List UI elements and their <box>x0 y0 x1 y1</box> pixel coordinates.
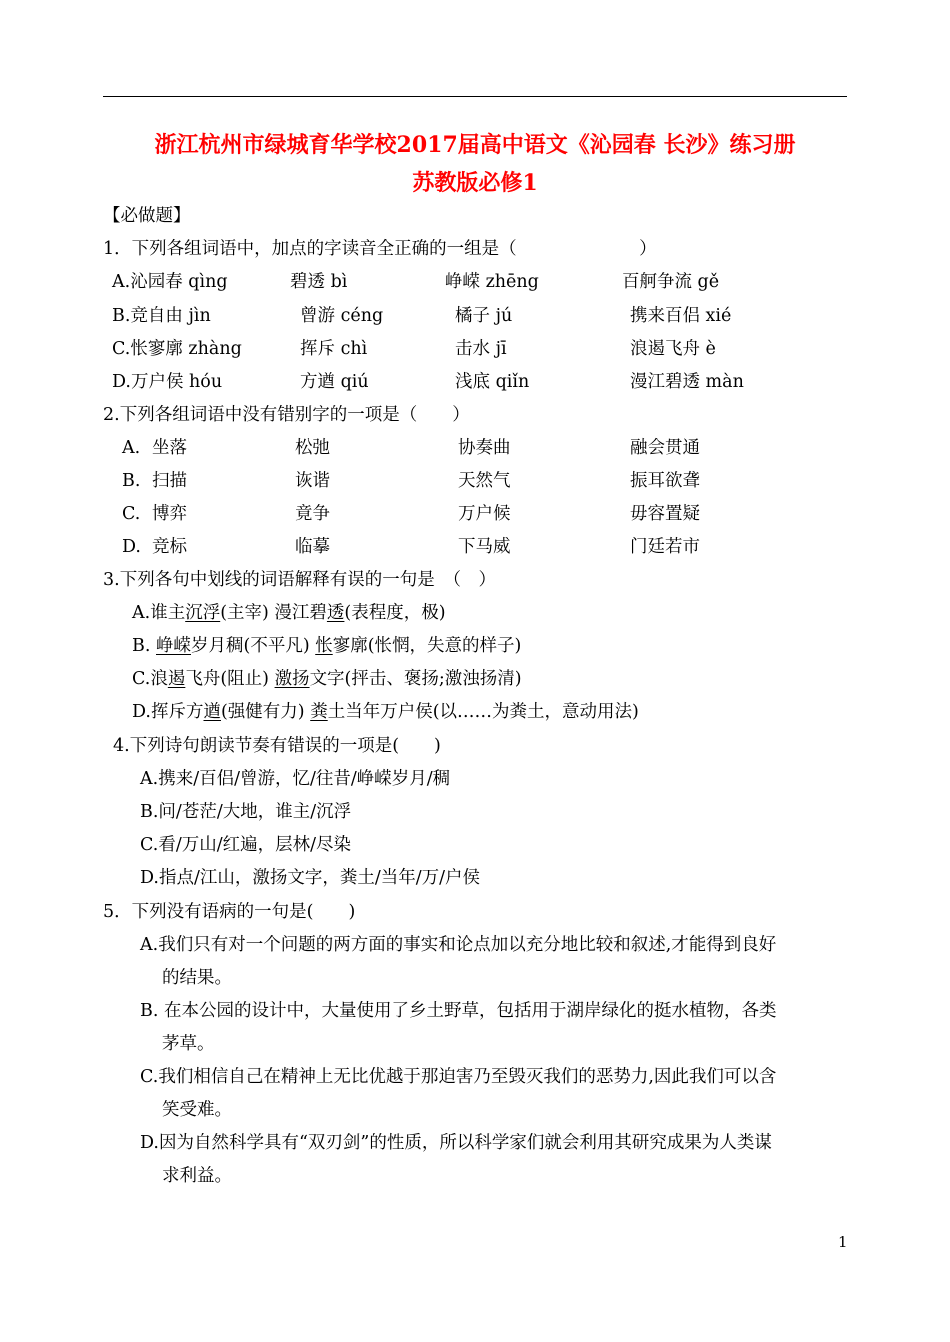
q3-b-underlined1: 峥嵘 <box>156 636 191 656</box>
q2-stem: 2.下列各组词语中没有错别字的一项是（ ） <box>103 405 470 425</box>
q1-b-1: B.竞自由 jìn <box>112 306 211 326</box>
q4-option-b: B.问/苍茫/大地，谁主/沉浮 <box>140 802 352 822</box>
q3-d-text3: 土当年万户侯(以……为粪土，意动用法) <box>327 702 639 722</box>
q3-c-text2: 飞舟(阻止) <box>185 669 275 689</box>
q5-stem: 5．下列没有语病的一句是( ) <box>103 902 356 922</box>
q2-d-4: 门廷若市 <box>630 537 700 557</box>
q1-a-2: 碧透 bì <box>290 272 348 292</box>
q3-a-underlined2: 透 <box>326 603 345 623</box>
q1-a-3: 峥嵘 zhēng <box>445 272 539 292</box>
q5-option-c-line1: C.我们相信自己在精神上无比优越于那迫害乃至毁灭我们的恶势力,因此我们可以含 <box>140 1067 777 1087</box>
q1-c-2: 挥斥 chì <box>300 339 368 359</box>
q1-d-3: 浅底 qiǐn <box>455 372 530 392</box>
q4-option-a: A.携来/百侣/曾游，忆/往昔/峥嵘岁月/稠 <box>140 769 451 789</box>
q1-c-1: C.怅寥廓 zhàng <box>112 339 242 359</box>
q3-d-underlined2: 粪 <box>310 702 328 722</box>
q4-stem: 4.下列诗句朗读节奏有错误的一项是( ) <box>113 736 441 756</box>
q4-option-d: D.指点/江山，激扬文字，粪土/当年/万/户侯 <box>140 868 481 888</box>
q1-c-3: 击水 jī <box>455 339 507 359</box>
q2-d-3: 下马威 <box>458 537 511 557</box>
q1-d-4: 漫江碧透 màn <box>630 372 744 392</box>
q2-a-letter: A. <box>122 438 141 458</box>
q3-a-text1: A.谁主 <box>132 603 186 623</box>
q2-b-3: 天然气 <box>458 471 511 491</box>
q3-option-a <box>132 601 446 625</box>
q3-b-text1: B. <box>132 636 156 656</box>
q1-d-1: D.万户侯 hóu <box>112 372 223 392</box>
q2-b-2: 诙谐 <box>295 471 330 491</box>
q5-option-c-line2: 笑受难。 <box>162 1100 232 1120</box>
q4-option-c: C.看/万山/红遍，层林/尽染 <box>140 835 352 855</box>
q2-a-4: 融会贯通 <box>630 438 700 458</box>
q3-option-d <box>132 700 639 724</box>
q3-b-underlined2: 怅 <box>315 636 333 656</box>
q3-a-underlined1: 沉浮 <box>185 603 221 623</box>
q2-d-2: 临摹 <box>295 537 330 557</box>
q1-a-1: A.沁园春 qìng <box>112 272 228 292</box>
q3-c-underlined2: 激扬 <box>274 669 310 689</box>
q2-c-1: 博弈 <box>152 504 187 524</box>
q3-a-text3: (表程度，极) <box>344 603 446 623</box>
q2-b-1: 扫描 <box>152 471 187 491</box>
q3-c-underlined1: 遏 <box>167 669 186 689</box>
q5-option-a-line2: 的结果。 <box>162 968 232 988</box>
q1-c-4: 浪遏飞舟 è <box>630 339 716 359</box>
q2-b-4: 振耳欲聋 <box>630 471 700 491</box>
page-number: 1 <box>838 1233 848 1251</box>
q1-d-2: 方遒 qiú <box>300 372 369 392</box>
q1-b-2: 曾游 céng <box>300 306 384 326</box>
document-title-line1: 浙江杭州市绿城育华学校2017届高中语文《沁园春 长沙》练习册 <box>154 132 796 158</box>
q3-option-c <box>132 667 522 691</box>
q1-stem: 1．下列各组词语中，加点的字读音全正确的一组是（ ） <box>103 239 657 259</box>
q1-b-3: 橘子 jú <box>455 306 513 326</box>
q1-b-4: 携来百侣 xié <box>630 306 732 326</box>
q2-d-letter: D. <box>122 537 141 557</box>
q3-d-underlined1: 遒 <box>203 702 221 722</box>
section-heading: 【必做题】 <box>103 206 191 226</box>
q1-a-4: 百舸争流 gě <box>622 272 720 292</box>
q3-d-text1: D.挥斥方 <box>132 702 204 722</box>
q3-a-text2: (主宰) 漫江碧 <box>220 603 327 623</box>
q3-b-text2: 岁月稠(不平凡) <box>191 636 316 656</box>
q2-a-2: 松弛 <box>295 438 330 458</box>
q5-option-b-line1: B. 在本公园的设计中，大量使用了乡土野草，包括用于湖岸绿化的挺水植物，各类 <box>140 1001 777 1021</box>
document-title-line2: 苏教版必修1 <box>412 170 538 196</box>
q3-stem: 3.下列各句中划线的词语解释有误的一句是 （ ） <box>103 570 496 590</box>
q2-a-3: 协奏曲 <box>458 438 511 458</box>
q3-option-b <box>132 634 521 658</box>
q5-option-b-line2: 茅草。 <box>162 1034 215 1054</box>
q3-c-text3: 文字(抨击、褒扬;激浊扬清) <box>309 669 522 689</box>
q2-d-1: 竞标 <box>152 537 187 557</box>
q3-b-text3: 寥廓(怅惘，失意的样子) <box>332 636 522 656</box>
header-rule <box>103 96 847 97</box>
q2-a-1: 坐落 <box>152 438 187 458</box>
q2-b-letter: B. <box>122 471 141 491</box>
q5-option-d-line1: D.因为自然科学具有“双刃剑”的性质，所以科学家们就会利用其研究成果为人类谋 <box>140 1133 772 1153</box>
q3-d-text2: (强健有力) <box>220 702 311 722</box>
q2-c-3: 万户候 <box>458 504 511 524</box>
q5-option-d-line2: 求利益。 <box>162 1166 232 1186</box>
q5-option-a-line1: A.我们只有对一个问题的两方面的事实和论点加以充分地比较和叙述,才能得到良好 <box>140 935 777 955</box>
q3-c-text1: C.浪 <box>132 669 168 689</box>
q2-c-2: 竟争 <box>295 504 330 524</box>
q2-c-letter: C. <box>122 504 141 524</box>
q2-c-4: 毋容置疑 <box>630 504 700 524</box>
